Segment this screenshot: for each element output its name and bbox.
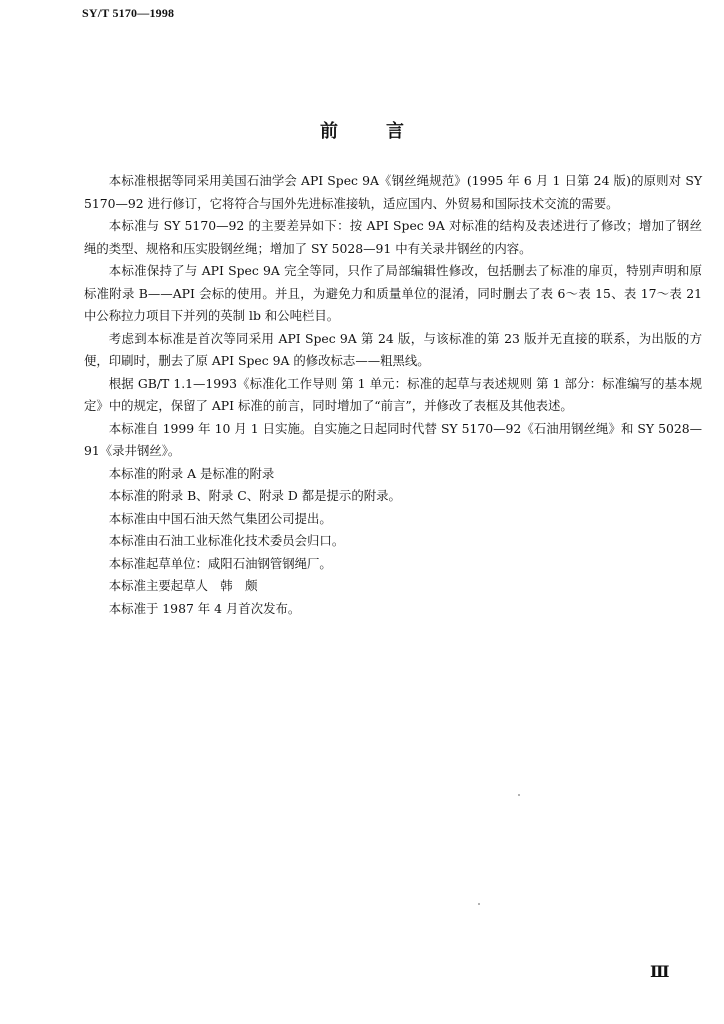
scan-speck — [478, 903, 480, 905]
page-number: Ⅲ — [650, 964, 670, 981]
standard-code-header: SY/T 5170—1998 — [82, 6, 175, 20]
paragraph-first-issue: 本标准于 1987 年 4 月首次发布。 — [108, 600, 301, 616]
paragraph-proposed-by: 本标准由中国石油天然气集团公司提出。 — [108, 510, 332, 526]
paragraph-responsible-committee: 本标准由石油工业标准化技术委员会归口。 — [108, 533, 345, 548]
paragraph-revision-basis: 本标准根据等同采用美国石油学会 API Spec 9A《钢丝绳规范》(1995 年 6 月 1 日第 24 版)的原则对 SY5170—92 进行修订，它将符合与国外先进标准接轨，适应国内、外贸易和国际技术交流的需要。 — [84, 173, 702, 211]
page-title: 前言 — [320, 121, 452, 142]
paragraph-effective-date: 本标准自 1999 年 10 月 1 日实施。自实施之日起同时代替 SY 5170—92《石油用钢丝绳》和 SY 5028—91《录井钢丝》。 — [84, 420, 702, 458]
foreword-body — [84, 170, 702, 620]
paragraph-main-differences: 本标准与 SY 5170—92 的主要差异如下：按 API Spec 9A 对标准的结构及表述进行了修改；增加了钢丝绳的类型、规格和压实股钢丝绳；增加了 SY 5028—91 中有关录井钢丝的内容。 — [84, 218, 702, 256]
paragraph-equivalence: 本标准保持了与 API Spec 9A 完全等同，只作了局部编辑性修改，包括删去了标准的扉页，特别声明和原标准附录 B——API 会标的使用。并且，为避免力和质量单位的混淆，同时删去了表 6～表 15、表 17～表 21 中公称拉力项目下并列的英制 lb 和公吨栏目。 — [84, 263, 702, 323]
paragraph-gb-reference: 根据 GB/T 1.1—1993《标准化工作导则 第 1 单元：标准的起草与表述规则 第 1 部分：标准编写的基本规定》中的规定，保留了 API 标准的前言，同时增加了“前言”，并修改了表框及其他表述。 — [84, 375, 702, 413]
paragraph-drafters: 本标准主要起草人 韩 颇 — [108, 578, 258, 593]
scan-speck — [518, 794, 520, 796]
paragraph-revision-marks: 考虑到本标准是首次等同采用 API Spec 9A 第 24 版，与该标准的第 23 版并无直接的联系，为出版的方便，印刷时，删去了原 API Spec 9A 的修改标志——粗黑线。 — [84, 330, 702, 368]
paragraph-annex-bcd: 本标准的附录 B、附录 C、附录 D 都是提示的附录。 — [108, 488, 401, 503]
paragraph-drafting-unit: 本标准起草单位：咸阳石油钢管钢绳厂。 — [108, 555, 332, 571]
paragraph-annex-a: 本标准的附录 A 是标准的附录 — [108, 465, 275, 481]
